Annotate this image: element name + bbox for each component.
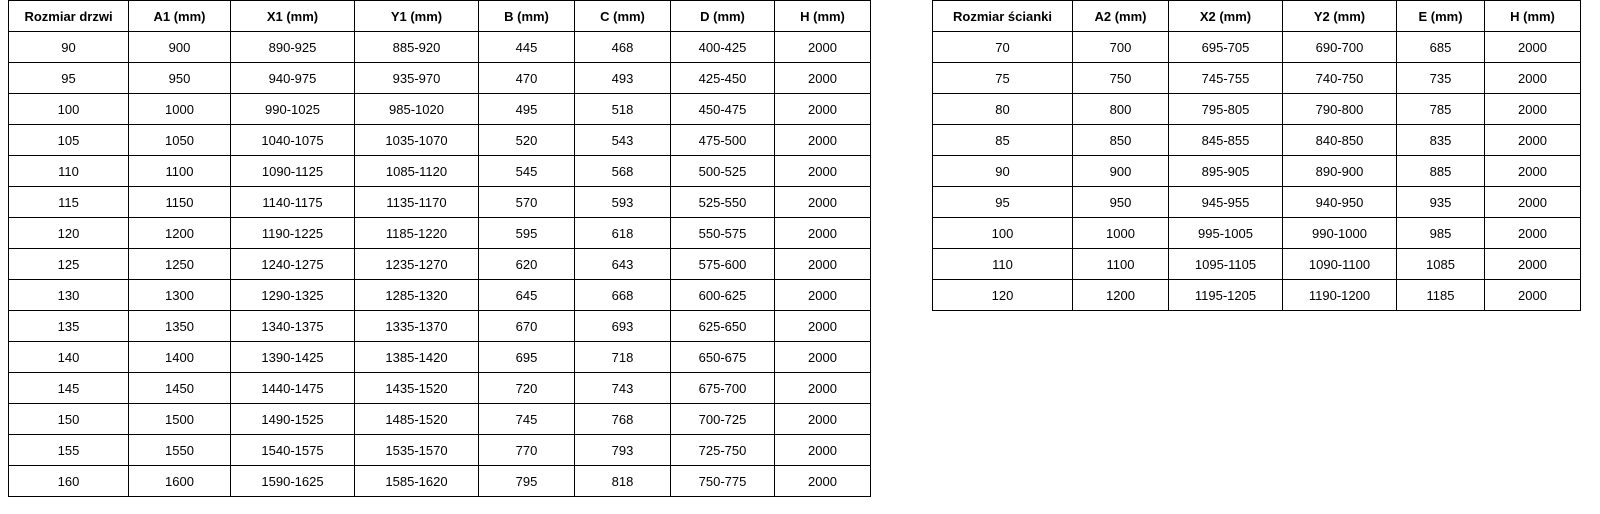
column-header-y2: Y2 (mm) — [1283, 1, 1397, 32]
table-cell: 950 — [1073, 187, 1169, 218]
table-cell: 1195-1205 — [1169, 280, 1283, 311]
table-cell: 725-750 — [671, 435, 775, 466]
table-row — [9, 249, 871, 280]
table-cell: 518 — [575, 94, 671, 125]
table-cell: 950 — [129, 63, 231, 94]
doors-table-body — [9, 32, 871, 497]
table-cell: 720 — [479, 373, 575, 404]
column-header-e: E (mm) — [1397, 1, 1485, 32]
table-cell: 90 — [933, 156, 1073, 187]
table-cell: 493 — [575, 63, 671, 94]
table-row — [9, 404, 871, 435]
table-cell: 1600 — [129, 466, 231, 497]
walls-table-body — [933, 32, 1581, 311]
table-cell: 1185-1220 — [355, 218, 479, 249]
table-cell: 790-800 — [1283, 94, 1397, 125]
table-cell: 618 — [575, 218, 671, 249]
column-header-a2: A2 (mm) — [1073, 1, 1169, 32]
table-cell: 1340-1375 — [231, 311, 355, 342]
table-cell: 85 — [933, 125, 1073, 156]
table-row — [933, 63, 1581, 94]
table-cell: 550-575 — [671, 218, 775, 249]
table-cell: 620 — [479, 249, 575, 280]
table-cell: 700-725 — [671, 404, 775, 435]
table-cell: 475-500 — [671, 125, 775, 156]
table-cell: 935-970 — [355, 63, 479, 94]
column-header-x1: X1 (mm) — [231, 1, 355, 32]
table-cell: 1550 — [129, 435, 231, 466]
table-cell: 1485-1520 — [355, 404, 479, 435]
table-cell: 2000 — [1485, 249, 1581, 280]
table-cell: 785 — [1397, 94, 1485, 125]
table-row — [9, 311, 871, 342]
table-cell: 645 — [479, 280, 575, 311]
table-cell: 593 — [575, 187, 671, 218]
table-row — [9, 187, 871, 218]
table-cell: 795 — [479, 466, 575, 497]
table-cell: 768 — [575, 404, 671, 435]
table-cell: 2000 — [1485, 218, 1581, 249]
table-cell: 1135-1170 — [355, 187, 479, 218]
table-cell: 2000 — [1485, 94, 1581, 125]
column-header-b: B (mm) — [479, 1, 575, 32]
table-cell: 1190-1225 — [231, 218, 355, 249]
table-cell: 890-900 — [1283, 156, 1397, 187]
table-cell: 1050 — [129, 125, 231, 156]
table-cell: 545 — [479, 156, 575, 187]
table-cell: 100 — [933, 218, 1073, 249]
table-cell: 1200 — [1073, 280, 1169, 311]
table-cell: 95 — [933, 187, 1073, 218]
table-cell: 668 — [575, 280, 671, 311]
table-cell: 2000 — [1485, 125, 1581, 156]
table-cell: 1090-1125 — [231, 156, 355, 187]
table-cell: 1390-1425 — [231, 342, 355, 373]
column-header-rozmiar-scianki: Rozmiar ścianki — [933, 1, 1073, 32]
table-cell: 945-955 — [1169, 187, 1283, 218]
table-row — [9, 32, 871, 63]
walls-dimensions-table — [932, 0, 1581, 311]
table-cell: 818 — [575, 466, 671, 497]
table-cell: 718 — [575, 342, 671, 373]
walls-table-head — [933, 1, 1581, 32]
table-cell: 2000 — [1485, 63, 1581, 94]
walls-dimensions-table-container — [932, 0, 1581, 311]
table-cell: 75 — [933, 63, 1073, 94]
table-row — [9, 342, 871, 373]
table-cell: 695 — [479, 342, 575, 373]
doors-dimensions-table — [8, 0, 871, 497]
table-row — [933, 94, 1581, 125]
table-cell: 670 — [479, 311, 575, 342]
table-cell: 2000 — [775, 94, 871, 125]
table-cell: 2000 — [775, 280, 871, 311]
table-cell: 135 — [9, 311, 129, 342]
table-cell: 600-625 — [671, 280, 775, 311]
table-cell: 125 — [9, 249, 129, 280]
table-cell: 890-925 — [231, 32, 355, 63]
column-header-rozmiar-drzwi: Rozmiar drzwi — [9, 1, 129, 32]
table-cell: 1085-1120 — [355, 156, 479, 187]
table-cell: 985-1020 — [355, 94, 479, 125]
table-cell: 1585-1620 — [355, 466, 479, 497]
table-cell: 568 — [575, 156, 671, 187]
table-cell: 935 — [1397, 187, 1485, 218]
table-cell: 750-775 — [671, 466, 775, 497]
table-cell: 740-750 — [1283, 63, 1397, 94]
table-cell: 885 — [1397, 156, 1485, 187]
table-cell: 1000 — [1073, 218, 1169, 249]
table-cell: 2000 — [775, 249, 871, 280]
table-cell: 1100 — [1073, 249, 1169, 280]
table-cell: 2000 — [775, 125, 871, 156]
table-cell: 850 — [1073, 125, 1169, 156]
table-cell: 840-850 — [1283, 125, 1397, 156]
table-row — [933, 187, 1581, 218]
table-cell: 1535-1570 — [355, 435, 479, 466]
table-cell: 115 — [9, 187, 129, 218]
table-cell: 95 — [9, 63, 129, 94]
table-cell: 2000 — [775, 373, 871, 404]
table-row — [933, 249, 1581, 280]
table-row — [933, 125, 1581, 156]
table-cell: 570 — [479, 187, 575, 218]
table-cell: 520 — [479, 125, 575, 156]
table-cell: 900 — [1073, 156, 1169, 187]
column-header-x2: X2 (mm) — [1169, 1, 1283, 32]
table-cell: 1440-1475 — [231, 373, 355, 404]
column-header-c: C (mm) — [575, 1, 671, 32]
table-cell: 2000 — [775, 63, 871, 94]
table-cell: 140 — [9, 342, 129, 373]
table-cell: 1095-1105 — [1169, 249, 1283, 280]
table-cell: 130 — [9, 280, 129, 311]
table-cell: 1500 — [129, 404, 231, 435]
table-cell: 450-475 — [671, 94, 775, 125]
table-cell: 1285-1320 — [355, 280, 479, 311]
table-cell: 500-525 — [671, 156, 775, 187]
table-cell: 750 — [1073, 63, 1169, 94]
table-cell: 1085 — [1397, 249, 1485, 280]
table-cell: 525-550 — [671, 187, 775, 218]
doors-dimensions-table-container — [8, 0, 871, 497]
table-cell: 2000 — [775, 311, 871, 342]
table-cell: 468 — [575, 32, 671, 63]
table-cell: 543 — [575, 125, 671, 156]
table-cell: 1185 — [1397, 280, 1485, 311]
table-header-row — [9, 1, 871, 32]
table-cell: 1335-1370 — [355, 311, 479, 342]
table-cell: 1035-1070 — [355, 125, 479, 156]
table-cell: 995-1005 — [1169, 218, 1283, 249]
table-cell: 575-600 — [671, 249, 775, 280]
table-cell: 110 — [9, 156, 129, 187]
table-cell: 2000 — [775, 187, 871, 218]
table-cell: 675-700 — [671, 373, 775, 404]
table-cell: 1385-1420 — [355, 342, 479, 373]
column-header-h: H (mm) — [1485, 1, 1581, 32]
table-cell: 2000 — [1485, 156, 1581, 187]
table-cell: 2000 — [1485, 187, 1581, 218]
table-cell: 690-700 — [1283, 32, 1397, 63]
table-cell: 105 — [9, 125, 129, 156]
column-header-h: H (mm) — [775, 1, 871, 32]
table-cell: 1300 — [129, 280, 231, 311]
table-header-row — [933, 1, 1581, 32]
table-row — [9, 466, 871, 497]
table-row — [9, 373, 871, 404]
table-cell: 155 — [9, 435, 129, 466]
table-cell: 495 — [479, 94, 575, 125]
table-cell: 735 — [1397, 63, 1485, 94]
table-cell: 770 — [479, 435, 575, 466]
table-cell: 985 — [1397, 218, 1485, 249]
table-row — [9, 156, 871, 187]
table-cell: 1150 — [129, 187, 231, 218]
table-cell: 1190-1200 — [1283, 280, 1397, 311]
table-cell: 2000 — [775, 32, 871, 63]
table-cell: 1290-1325 — [231, 280, 355, 311]
table-cell: 940-975 — [231, 63, 355, 94]
table-cell: 400-425 — [671, 32, 775, 63]
table-cell: 745 — [479, 404, 575, 435]
table-cell: 2000 — [775, 156, 871, 187]
table-cell: 1540-1575 — [231, 435, 355, 466]
table-row — [933, 32, 1581, 63]
table-cell: 595 — [479, 218, 575, 249]
table-cell: 1090-1100 — [1283, 249, 1397, 280]
table-cell: 835 — [1397, 125, 1485, 156]
table-cell: 990-1025 — [231, 94, 355, 125]
table-cell: 745-755 — [1169, 63, 1283, 94]
table-cell: 160 — [9, 466, 129, 497]
table-row — [933, 156, 1581, 187]
table-cell: 1140-1175 — [231, 187, 355, 218]
table-cell: 2000 — [775, 404, 871, 435]
table-cell: 650-675 — [671, 342, 775, 373]
table-cell: 1250 — [129, 249, 231, 280]
table-cell: 643 — [575, 249, 671, 280]
table-cell: 1040-1075 — [231, 125, 355, 156]
table-cell: 120 — [9, 218, 129, 249]
table-cell: 2000 — [775, 466, 871, 497]
column-header-a1: A1 (mm) — [129, 1, 231, 32]
table-cell: 70 — [933, 32, 1073, 63]
table-cell: 625-650 — [671, 311, 775, 342]
table-cell: 110 — [933, 249, 1073, 280]
table-cell: 2000 — [775, 342, 871, 373]
table-cell: 895-905 — [1169, 156, 1283, 187]
table-cell: 685 — [1397, 32, 1485, 63]
table-cell: 845-855 — [1169, 125, 1283, 156]
table-row — [933, 280, 1581, 311]
table-row — [9, 63, 871, 94]
table-cell: 1400 — [129, 342, 231, 373]
table-cell: 2000 — [775, 218, 871, 249]
table-cell: 795-805 — [1169, 94, 1283, 125]
table-row — [9, 218, 871, 249]
table-cell: 2000 — [1485, 280, 1581, 311]
table-cell: 1000 — [129, 94, 231, 125]
table-cell: 1200 — [129, 218, 231, 249]
doors-table-head — [9, 1, 871, 32]
column-header-d: D (mm) — [671, 1, 775, 32]
table-cell: 743 — [575, 373, 671, 404]
table-row — [9, 125, 871, 156]
table-cell: 900 — [129, 32, 231, 63]
table-row — [9, 435, 871, 466]
table-cell: 700 — [1073, 32, 1169, 63]
table-cell: 145 — [9, 373, 129, 404]
table-cell: 100 — [9, 94, 129, 125]
table-cell: 150 — [9, 404, 129, 435]
table-cell: 425-450 — [671, 63, 775, 94]
table-cell: 793 — [575, 435, 671, 466]
table-cell: 1235-1270 — [355, 249, 479, 280]
table-cell: 693 — [575, 311, 671, 342]
table-cell: 885-920 — [355, 32, 479, 63]
table-cell: 1590-1625 — [231, 466, 355, 497]
table-cell: 800 — [1073, 94, 1169, 125]
table-row — [9, 280, 871, 311]
table-cell: 1350 — [129, 311, 231, 342]
table-cell: 940-950 — [1283, 187, 1397, 218]
table-cell: 1435-1520 — [355, 373, 479, 404]
table-cell: 1100 — [129, 156, 231, 187]
table-cell: 80 — [933, 94, 1073, 125]
column-header-y1: Y1 (mm) — [355, 1, 479, 32]
table-cell: 90 — [9, 32, 129, 63]
table-cell: 2000 — [775, 435, 871, 466]
table-cell: 1240-1275 — [231, 249, 355, 280]
table-cell: 990-1000 — [1283, 218, 1397, 249]
table-cell: 470 — [479, 63, 575, 94]
table-cell: 2000 — [1485, 32, 1581, 63]
table-cell: 120 — [933, 280, 1073, 311]
table-cell: 1490-1525 — [231, 404, 355, 435]
table-row — [9, 94, 871, 125]
table-cell: 695-705 — [1169, 32, 1283, 63]
table-cell: 445 — [479, 32, 575, 63]
table-cell: 1450 — [129, 373, 231, 404]
table-row — [933, 218, 1581, 249]
